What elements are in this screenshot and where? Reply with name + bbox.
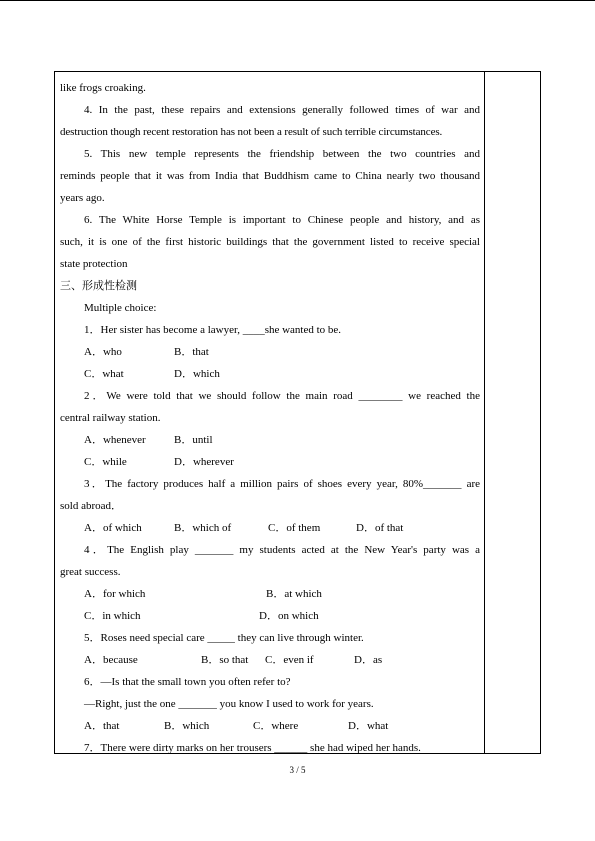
question-2: 2．We were told that we should follow the main road ________ we reached the (84, 390, 480, 402)
quiz-intro: Multiple choice: (84, 302, 157, 314)
page-number: 3 / 5 (289, 765, 306, 775)
options-row (60, 517, 480, 539)
options-row (60, 451, 480, 473)
options-row (60, 341, 480, 363)
option-a[interactable]: A．because (84, 654, 138, 666)
options-row (60, 715, 480, 737)
option-a[interactable]: A．for which (84, 588, 146, 600)
table-column-divider (484, 71, 485, 754)
reading-item-6: 6. The White Horse Temple is important to Chinese people and history, and as (84, 214, 480, 226)
question-4-cont: great success. (60, 566, 121, 578)
option-a[interactable]: A．who (84, 346, 122, 358)
option-d[interactable]: D．on which (259, 610, 319, 622)
option-d[interactable]: D．what (348, 720, 389, 732)
question-5: 5．Roses need special care _____ they can live through winter. (84, 632, 364, 644)
options-row (60, 583, 480, 605)
question-4: 4．The English play _______ my students acted at the New Year's party was a (84, 544, 480, 556)
options-row (60, 429, 480, 451)
option-a[interactable]: A．whenever (84, 434, 146, 446)
options-row (60, 605, 480, 627)
options-row (60, 649, 480, 671)
option-a[interactable]: A．of which (84, 522, 142, 534)
option-c[interactable]: C．of them (268, 522, 321, 534)
option-c[interactable]: C．where (253, 720, 299, 732)
option-a[interactable]: A．that (84, 720, 120, 732)
option-c[interactable]: C．what (84, 368, 124, 380)
question-6: 6．—Is that the small town you often refer to? (84, 676, 291, 688)
page-top-rule (0, 0, 595, 1)
option-c[interactable]: C．even if (265, 654, 314, 666)
option-d[interactable]: D．wherever (174, 456, 234, 468)
options-row (60, 363, 480, 385)
option-b[interactable]: B．so that (201, 654, 249, 666)
option-d[interactable]: D．of that (356, 522, 404, 534)
main-content (60, 77, 480, 759)
question-7: 7．There were dirty marks on her trousers ______ she had wiped her hands. (84, 742, 421, 754)
question-3-cont: sold abroad． (60, 500, 123, 512)
option-b[interactable]: B．at which (266, 588, 322, 600)
question-3: 3．The factory produces half a million pairs of shoes every year, 80%_______ are (84, 478, 480, 490)
question-6-reply: —Right, just the one _______ you know I used to work for years. (84, 698, 374, 710)
option-b[interactable]: B．that (174, 346, 209, 358)
option-d[interactable]: D．as (354, 654, 383, 666)
option-c[interactable]: C．in which (84, 610, 141, 622)
reading-item-4: 4. In the past, these repairs and extensions generally followed times of war and (84, 104, 480, 116)
reading-item-6-cont: such, it is one of the first historic buildings that the government listed to receive special (60, 236, 480, 248)
question-2-cont: central railway station. (60, 412, 161, 424)
reading-item-5: 5. This new temple represents the friendship between the two countries and (84, 148, 480, 160)
option-d[interactable]: D．which (174, 368, 220, 380)
reading-item-5-end: years ago. (60, 192, 105, 204)
section-heading: 三、形成性检测 (60, 280, 137, 292)
reading-item-5-cont: reminds people that it was from India that Buddhism came to China nearly two thousand (60, 170, 480, 182)
option-b[interactable]: B．which (164, 720, 210, 732)
reading-item-6-end: state protection (60, 258, 128, 270)
option-b[interactable]: B．until (174, 434, 213, 446)
reading-line: like frogs croaking. (60, 82, 146, 94)
option-b[interactable]: B．which of (174, 522, 232, 534)
reading-item-4-cont: destruction though recent restoration has not been a result of such terrible circumstances. (60, 126, 443, 138)
option-c[interactable]: C．while (84, 456, 127, 468)
question-1: 1．Her sister has become a lawyer, ____she wanted to be. (84, 324, 342, 336)
